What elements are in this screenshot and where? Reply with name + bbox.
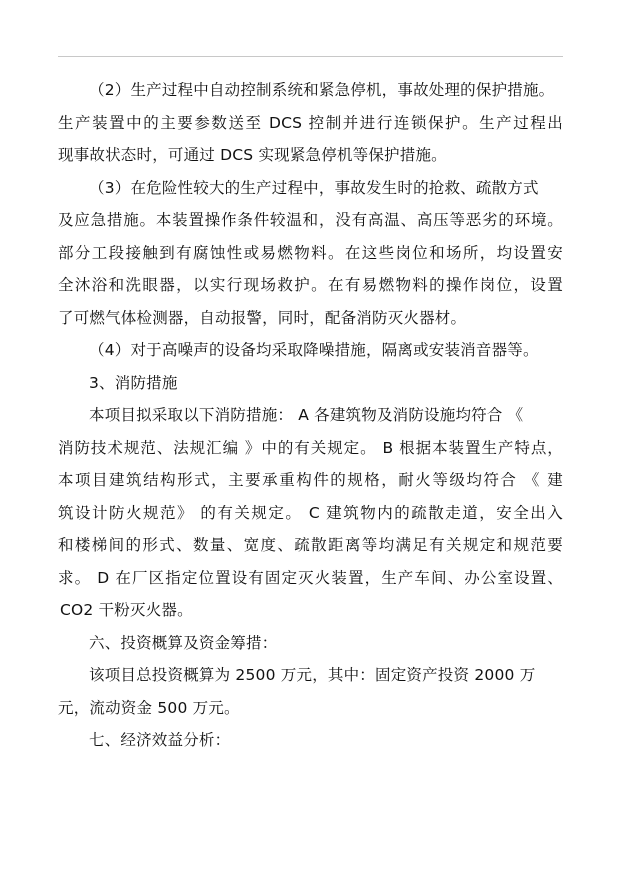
paragraph-line: 全沐浴和洗眼器，以实行现场救护。在有易燃物料的操作岗位，设置 (58, 276, 563, 294)
paragraph-line: 生产装置中的主要参数送至 DCS 控制并进行连锁保护。生产过程出 (58, 113, 563, 132)
section-heading: 六、投资概算及资金筹措： (89, 633, 278, 652)
section-heading: 3、消防措施 (89, 373, 178, 392)
paragraph-line: 求。 D 在厂区指定位置设有固定灭火装置，生产车间、办公室设置、 (58, 568, 563, 587)
paragraph-line: CO2 干粉灭火器。 (60, 601, 193, 619)
paragraph-line: （3）在危险性较大的生产过程中，事故发生时的抢救、疏散方式 (89, 178, 539, 197)
paragraph-line: 筑设计防火规范》 的有关规定。 C 建筑物内的疏散走道，安全出入 (58, 503, 563, 522)
paragraph-line: 和楼梯间的形式、数量、宽度、疏散距离等均满足有关规定和规范要 (58, 536, 563, 554)
paragraph-line: 元，流动资金 500 万元。 (58, 698, 240, 717)
paragraph-line: 该项目总投资概算为 2500 万元，其中：固定资产投资 2000 万 (89, 666, 536, 684)
section-heading: 七、经济效益分析： (89, 731, 231, 749)
header-rule (58, 56, 563, 57)
paragraph-line: 现事故状态时，可通过 DCS 实现紧急停机等保护措施。 (58, 146, 447, 164)
paragraph-line: 本项目拟采取以下消防措施： A 各建筑物及消防设施均符合 《 (89, 406, 524, 424)
document-body (58, 74, 568, 757)
paragraph-line: （2）生产过程中自动控制系统和紧急停机，事故处理的保护措施。 (89, 81, 555, 99)
paragraph-line: 本项目建筑结构形式，主要承重构件的规格，耐火等级均符合 《 建 (58, 471, 563, 489)
paragraph-line: 了可燃气体检测器，自动报警，同时，配备消防灭火器材。 (58, 308, 467, 327)
paragraph-line: （4）对于高噪声的设备均采取降噪措施，隔离或安装消音器等。 (89, 341, 539, 359)
paragraph-line: 消防技术规范、法规汇编 》中的有关规定。 B 根据本装置生产特点， (58, 438, 563, 457)
paragraph-line: 及应急措施。本装置操作条件较温和，没有高温、高压等恶劣的环境。 (58, 211, 563, 229)
paragraph-line: 部分工段接触到有腐蚀性或易燃物料。在这些岗位和场所，均设置安 (58, 243, 563, 262)
